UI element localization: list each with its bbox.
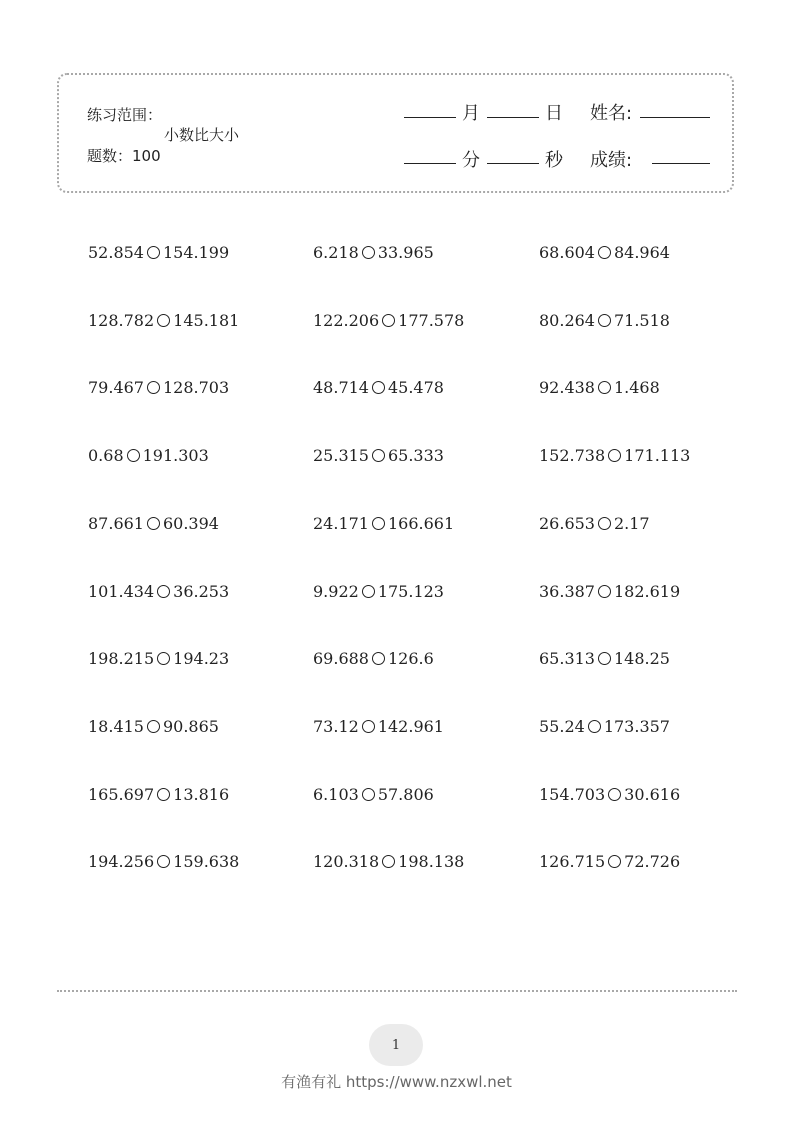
topic-text: 小数比大小 [164,126,240,144]
compare-problem [313,311,464,330]
compare-problem [539,243,670,262]
minute-label: 分 [462,150,480,171]
answer-circle[interactable] [372,517,385,530]
answer-circle[interactable] [598,517,611,530]
score-label: 成绩: [590,150,633,171]
right-number: 191.303 [142,446,209,466]
left-number: 165.697 [88,784,155,804]
page-number: 1 [369,1024,423,1066]
right-number: 171.113 [624,446,691,466]
right-number: 33.965 [377,243,434,262]
answer-circle[interactable] [372,381,385,394]
compare-problem [313,446,444,465]
compare-problem [88,717,219,736]
answer-circle[interactable] [147,517,160,530]
right-number: 30.616 [624,784,681,804]
compare-problem [313,852,464,871]
right-number: 90.865 [162,716,219,736]
right-number: 36.253 [173,581,230,601]
left-number: 87.661 [88,513,144,533]
left-number: 122.206 [313,310,380,330]
name-label: 姓名: [590,103,633,124]
left-number: 79.467 [88,378,144,398]
answer-circle[interactable] [362,788,375,801]
left-number: 26.653 [539,513,595,533]
answer-circle[interactable] [608,855,621,868]
compare-problem [539,785,680,804]
right-number: 128.703 [162,378,230,398]
compare-problem [88,649,229,668]
answer-circle[interactable] [362,585,375,598]
left-number: 52.854 [88,243,144,262]
right-number: 60.394 [162,513,219,533]
right-number: 65.333 [387,446,444,466]
compare-problem [88,446,209,465]
right-number: 194.23 [173,649,230,669]
compare-problem [88,785,229,804]
compare-problem [313,785,434,804]
compare-problem [539,514,650,533]
left-number: 65.313 [539,649,595,669]
left-number: 120.318 [313,852,380,872]
footer-divider [57,990,737,992]
left-number: 194.256 [88,852,155,872]
left-number: 48.714 [313,378,369,398]
right-number: 175.123 [377,581,444,601]
answer-circle[interactable] [147,720,160,733]
left-number: 55.24 [539,716,585,736]
answer-circle[interactable] [598,381,611,394]
answer-circle[interactable] [157,652,170,665]
count-label: 题数：100 [87,147,161,165]
left-number: 198.215 [88,649,155,669]
left-number: 80.264 [539,310,595,330]
right-number: 198.138 [398,852,465,872]
left-number: 24.171 [313,513,369,533]
left-number: 25.315 [313,446,369,466]
minute-blank[interactable] [404,163,456,164]
compare-problem [88,514,219,533]
score-blank[interactable] [652,163,710,164]
left-number: 128.782 [88,310,155,330]
answer-circle[interactable] [588,720,601,733]
compare-problem [88,311,239,330]
compare-problem [88,378,229,397]
right-number: 148.25 [613,649,670,669]
compare-problem [88,243,229,262]
right-number: 126.6 [387,649,434,669]
right-number: 71.518 [613,310,670,330]
right-number: 2.17 [613,513,650,533]
right-number: 173.357 [603,716,670,736]
compare-problem [539,446,690,465]
answer-circle[interactable] [157,788,170,801]
right-number: 1.468 [613,378,660,398]
right-number: 72.726 [624,852,681,872]
answer-circle[interactable] [127,449,140,462]
day-blank[interactable] [487,117,539,118]
answer-circle[interactable] [608,788,621,801]
answer-circle[interactable] [157,855,170,868]
answer-circle[interactable] [362,720,375,733]
left-number: 36.387 [539,581,595,601]
right-number: 57.806 [377,784,434,804]
left-number: 73.12 [313,716,359,736]
second-label: 秒 [545,150,563,171]
compare-problem [539,311,670,330]
left-number: 18.415 [88,716,144,736]
day-label: 日 [545,103,563,124]
right-number: 159.638 [173,852,240,872]
left-number: 101.434 [88,581,155,601]
compare-problem [313,717,444,736]
compare-problem [539,649,670,668]
left-number: 9.922 [313,581,359,601]
month-blank[interactable] [404,117,456,118]
right-number: 177.578 [398,310,465,330]
left-number: 69.688 [313,649,369,669]
compare-problem [313,582,444,601]
month-label: 月 [462,103,480,124]
left-number: 92.438 [539,378,595,398]
compare-problem [539,717,670,736]
right-number: 13.816 [173,784,230,804]
compare-problem [88,582,229,601]
answer-circle[interactable] [608,449,621,462]
left-number: 68.604 [539,243,595,262]
answer-circle[interactable] [147,246,160,259]
second-blank[interactable] [487,163,539,164]
answer-circle[interactable] [362,246,375,259]
answer-circle[interactable] [372,449,385,462]
answer-circle[interactable] [598,246,611,259]
answer-circle[interactable] [157,314,170,327]
compare-problem [313,378,444,397]
answer-circle[interactable] [372,652,385,665]
compare-problem [88,852,239,871]
right-number: 142.961 [377,716,444,736]
compare-problem [539,582,680,601]
left-number: 6.103 [313,784,359,804]
right-number: 166.661 [387,513,455,533]
answer-circle[interactable] [157,585,170,598]
left-number: 6.218 [313,243,359,262]
answer-circle[interactable] [598,652,611,665]
worksheet-header-box [57,73,734,193]
answer-circle[interactable] [382,314,395,327]
left-number: 0.68 [88,446,124,466]
answer-circle[interactable] [598,314,611,327]
compare-problem [539,378,660,397]
right-number: 154.199 [162,243,230,262]
range-label: 练习范围： [87,106,163,124]
compare-problem [313,514,454,533]
answer-circle[interactable] [598,585,611,598]
name-blank[interactable] [640,117,710,118]
watermark-text: 有渔有礼 https://www.nzxwl.net [281,1073,512,1091]
compare-problem [313,649,434,668]
left-number: 152.738 [539,446,606,466]
right-number: 45.478 [387,378,444,398]
answer-circle[interactable] [147,381,160,394]
right-number: 84.964 [613,243,670,262]
compare-problem [313,243,434,262]
right-number: 182.619 [613,581,681,601]
answer-circle[interactable] [382,855,395,868]
left-number: 154.703 [539,784,606,804]
compare-problem [539,852,680,871]
left-number: 126.715 [539,852,606,872]
right-number: 145.181 [173,310,240,330]
